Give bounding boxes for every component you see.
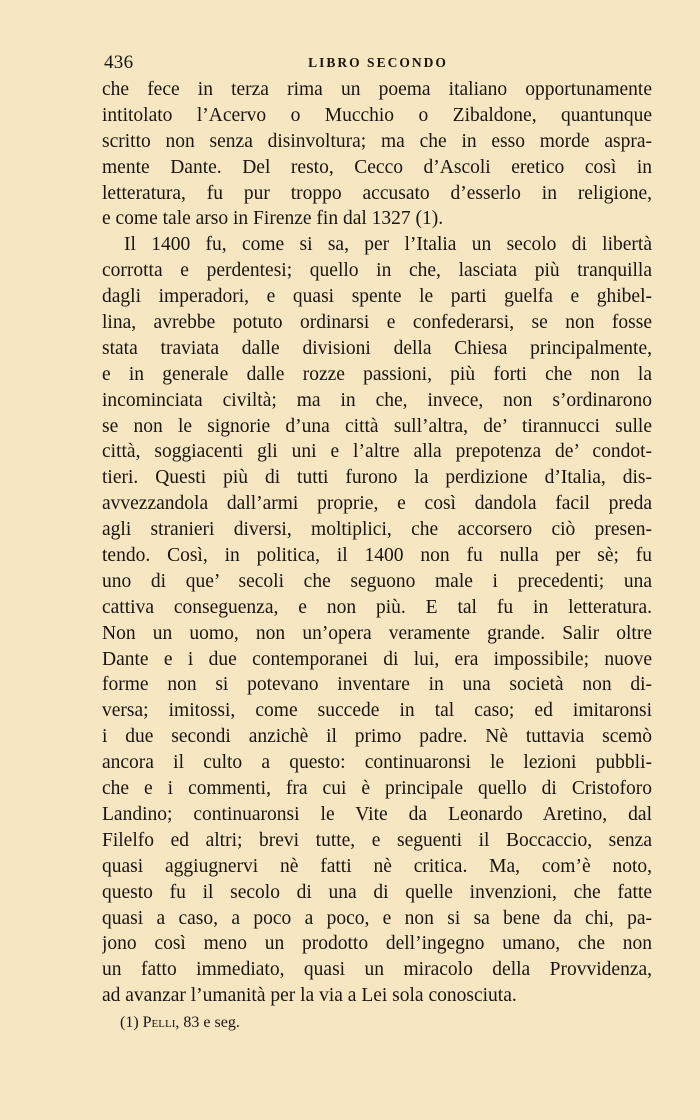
- running-head: [104, 52, 652, 76]
- text-line: quasi a caso, a poco a poco, e non si sa bene da chi, pa-: [102, 907, 652, 929]
- running-title: LIBRO SECONDO: [308, 55, 448, 70]
- text-line: tendo. Così, in politica, il 1400 non fu nulla per sè; fu: [102, 545, 652, 567]
- footnote: [120, 1014, 240, 1032]
- text-line: i due secondi anzichè il primo padre. Nè tuttavia scemò: [102, 726, 652, 748]
- body-text: [102, 77, 652, 1009]
- text-line: Non un uomo, non un’opera veramente grande. Salir oltre: [102, 622, 652, 644]
- text-line: un fatto immediato, quasi un miracolo della Provvidenza,: [102, 959, 652, 981]
- text-line: Il 1400 fu, come si sa, per l’Italia un secolo di libertà: [124, 234, 652, 256]
- text-line: stata traviata dalle divisioni della Chiesa principalmente,: [102, 337, 652, 359]
- text-line: avvezzandola dall’armi proprie, e così dandola facil preda: [102, 493, 652, 515]
- paragraph: [102, 77, 652, 232]
- text-line: che e i commenti, fra cui è principale quello di Cristoforo: [102, 778, 652, 800]
- text-line: versa; imitossi, come succede in tal caso; ed imitaronsi: [102, 700, 652, 722]
- text-line: e come tale arso in Firenze fin dal 1327 (1).: [102, 208, 444, 230]
- text-line: ad avanzar l’umanità per la via a Lei sola conosciuta.: [102, 985, 517, 1007]
- footnote-reference: , 83 e seg.: [175, 1014, 240, 1031]
- text-line: Dante e i due contemporanei di lui, era impossibile; nuove: [102, 648, 652, 670]
- text-line: letteratura, fu pur troppo accusato d’esserlo in religione,: [102, 182, 652, 204]
- page-number: 436: [104, 52, 134, 73]
- text-line: e in generale dalle rozze passioni, più forti che non la: [102, 363, 652, 385]
- text-line: ancora il culto a questo: continuaronsi le lezioni pubbli-: [102, 752, 652, 774]
- text-line: intitolato l’Acervo o Mucchio o Zibaldone, quantunque: [102, 104, 652, 126]
- text-line: corrotta e perdentesi; quello in che, lasciata più tranquilla: [102, 260, 652, 282]
- text-line: dagli imperadori, e quasi spente le parti guelfa e ghibel-: [102, 286, 652, 308]
- text-line: Landino; continuaronsi le Vite da Leonardo Aretino, dal: [102, 803, 652, 825]
- text-line: questo fu il secolo di una di quelle invenzioni, che fatte: [102, 881, 652, 903]
- paragraph: [102, 232, 652, 1009]
- text-line: uno di que’ secoli che seguono male i precedenti; una: [102, 570, 652, 592]
- footnote-marker: (1): [120, 1014, 139, 1031]
- text-line: che fece in terza rima un poema italiano opportunamente: [102, 79, 652, 100]
- text-line: forme non si potevano inventare in una società non di-: [102, 674, 652, 696]
- text-line: tieri. Questi più di tutti furono la perdizione d’Italia, dis-: [102, 467, 652, 489]
- text-line: scritto non senza disinvoltura; ma che in esso morde aspra-: [102, 130, 652, 152]
- text-line: se non le signorie d’una città sull’altra, de’ tirannucci sulle: [102, 415, 652, 437]
- text-line: Filelfo ed altri; brevi tutte, e seguenti il Boccaccio, senza: [102, 829, 652, 851]
- text-line: quasi aggiugnervi nè fatti nè critica. Ma, com’è noto,: [102, 855, 652, 877]
- text-line: jono così meno un prodotto dell’ingegno umano, che non: [102, 933, 652, 955]
- text-line: mente Dante. Del resto, Cecco d’Ascoli eretico così in: [102, 156, 652, 178]
- text-line: città, soggiacenti gli uni e l’altre alla prepotenza de’ condot-: [102, 441, 652, 463]
- text-line: incominciata civiltà; ma in che, invece, non s’ordinarono: [102, 389, 652, 411]
- text-line: cattiva conseguenza, e non più. E tal fu in letteratura.: [102, 596, 652, 618]
- text-line: lina, avrebbe potuto ordinarsi e confederarsi, se non fosse: [102, 312, 652, 334]
- text-line: agli stranieri diversi, moltiplici, che accorsero ciò presen-: [102, 519, 652, 541]
- footnote-author: Pelli: [142, 1014, 176, 1031]
